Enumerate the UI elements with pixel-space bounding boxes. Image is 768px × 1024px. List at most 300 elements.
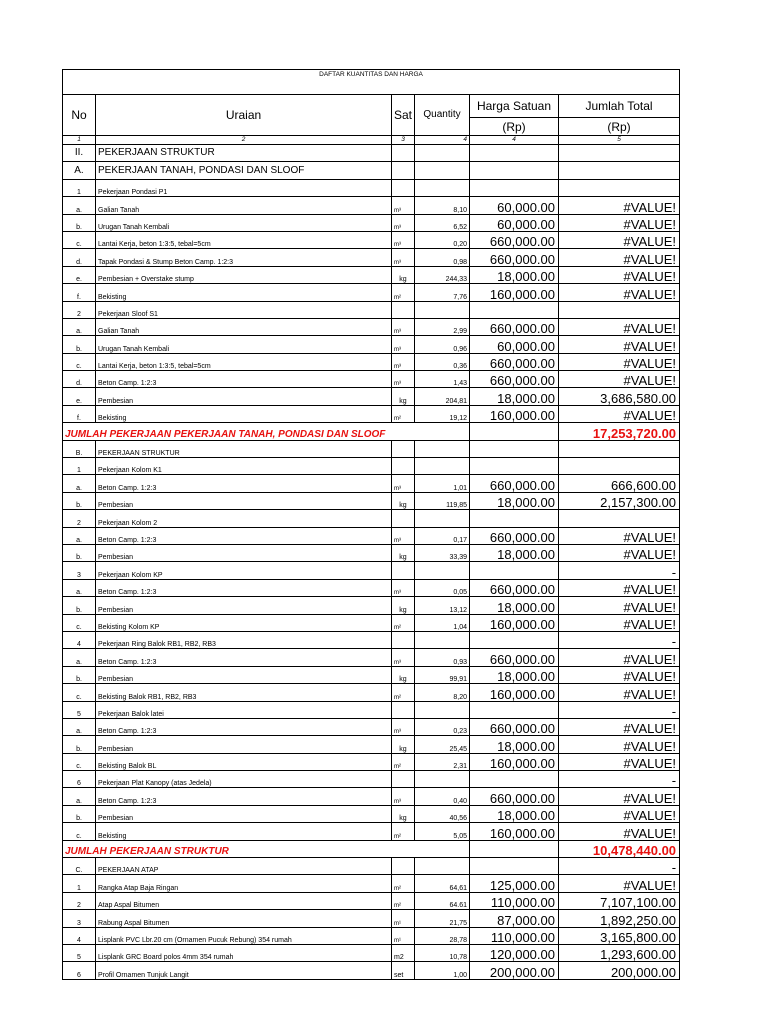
total-cell: #VALUE! (559, 649, 680, 666)
unit-cell: m³ (392, 318, 415, 335)
row-description: Pembesian (96, 544, 392, 561)
row-number: a. (63, 197, 96, 214)
total-cell: #VALUE! (559, 266, 680, 283)
sheet-title: DAFTAR KUANTITAS DAN HARGA (63, 70, 680, 95)
total-cell: #VALUE! (559, 718, 680, 735)
item-row (63, 875, 680, 892)
item-row (63, 684, 680, 701)
boq-sheet (62, 69, 679, 980)
item-row (63, 284, 680, 301)
quantity-cell: 0,36 (415, 353, 470, 370)
total-cell: #VALUE! (559, 214, 680, 231)
row-description: Pembesian (96, 597, 392, 614)
quantity-cell (415, 458, 470, 475)
unit-cell: kg (392, 736, 415, 753)
header-jumlah-unit: (Rp) (559, 118, 680, 136)
quantity-cell: 244,33 (415, 266, 470, 283)
unit-cell: m³ (392, 353, 415, 370)
row-number: b. (63, 736, 96, 753)
price-cell: 18,000.00 (470, 544, 559, 561)
row-description: Urugan Tanah Kembali (96, 214, 392, 231)
unit-cell: m³ (392, 197, 415, 214)
price-cell: 60,000.00 (470, 197, 559, 214)
row-number: c. (63, 231, 96, 248)
row-description: Beton Camp. 1:2:3 (96, 371, 392, 388)
row-description: Bekisting (96, 284, 392, 301)
row-number: c. (63, 614, 96, 631)
quantity-cell: 0,96 (415, 336, 470, 353)
price-cell: 660,000.00 (470, 579, 559, 596)
row-description: Pembesian (96, 388, 392, 405)
unit-cell (392, 145, 415, 162)
total-cell: #VALUE! (559, 336, 680, 353)
item-row (63, 388, 680, 405)
row-description: Atap Aspal Bitumen (96, 892, 392, 909)
quantity-cell: 1,00 (415, 962, 470, 979)
price-cell: 160,000.00 (470, 753, 559, 770)
price-cell: 660,000.00 (470, 527, 559, 544)
row-description: Bekisting Balok RB1, RB2, RB3 (96, 684, 392, 701)
unit-cell (392, 701, 415, 718)
total-cell: - (559, 771, 680, 788)
subtotal-label: JUMLAH PEKERJAAN STRUKTUR (63, 840, 470, 857)
price-cell (470, 440, 559, 457)
row-number: C. (63, 858, 96, 875)
row-number: a. (63, 649, 96, 666)
price-cell: 660,000.00 (470, 649, 559, 666)
subtotal-value: 17,253,720.00 (559, 423, 680, 440)
price-cell: 660,000.00 (470, 318, 559, 335)
total-cell: - (559, 858, 680, 875)
quantity-cell (415, 510, 470, 527)
header-quantity: Quantity (415, 95, 470, 136)
quantity-cell: 2,99 (415, 318, 470, 335)
item-row (63, 492, 680, 509)
unit-cell: m² (392, 753, 415, 770)
unit-cell: m³ (392, 579, 415, 596)
quantity-cell: 10,78 (415, 944, 470, 961)
row-description: Rabung Aspal Bitumen (96, 910, 392, 927)
item-row (63, 944, 680, 961)
unit-cell (392, 301, 415, 318)
item-row (63, 371, 680, 388)
unit-cell (392, 179, 415, 196)
header-uraian: Uraian (96, 95, 392, 136)
col-index: 3 (392, 136, 415, 145)
unit-cell: kg (392, 388, 415, 405)
row-description: Pembesian (96, 492, 392, 509)
row-number: b. (63, 492, 96, 509)
row-description: Rangka Atap Baja Ringan (96, 875, 392, 892)
unit-cell: kg (392, 597, 415, 614)
row-number: 2 (63, 510, 96, 527)
unit-cell: set (392, 962, 415, 979)
quantity-cell (415, 858, 470, 875)
price-cell: 660,000.00 (470, 475, 559, 492)
total-cell: 1,293,600.00 (559, 944, 680, 961)
price-cell: 160,000.00 (470, 614, 559, 631)
header-row-1 (63, 95, 680, 118)
col-index: 2 (96, 136, 392, 145)
price-cell: 160,000.00 (470, 284, 559, 301)
price-cell (470, 840, 559, 857)
row-description: Beton Camp. 1:2:3 (96, 579, 392, 596)
total-cell: #VALUE! (559, 284, 680, 301)
row-description: Beton Camp. 1:2:3 (96, 788, 392, 805)
price-cell (470, 771, 559, 788)
row-description: Pekerjaan Kolom K1 (96, 458, 392, 475)
row-description: Pembesian (96, 736, 392, 753)
unit-cell: kg (392, 666, 415, 683)
group-row (63, 701, 680, 718)
price-cell: 18,000.00 (470, 736, 559, 753)
unit-cell (392, 458, 415, 475)
total-cell: #VALUE! (559, 353, 680, 370)
row-number: B. (63, 440, 96, 457)
quantity-cell: 99,91 (415, 666, 470, 683)
price-cell (470, 162, 559, 179)
total-cell: #VALUE! (559, 249, 680, 266)
row-number: a. (63, 579, 96, 596)
row-description: Lisplank GRC Board polos 4mm 354 rumah (96, 944, 392, 961)
quantity-cell: 6,52 (415, 214, 470, 231)
row-description: Beton Camp. 1:2:3 (96, 475, 392, 492)
price-cell (470, 510, 559, 527)
col-index: 4 (470, 136, 559, 145)
quantity-cell: 204,81 (415, 388, 470, 405)
quantity-cell (415, 179, 470, 196)
item-row (63, 405, 680, 422)
total-cell (559, 510, 680, 527)
row-description: Pekerjaan Ring Balok RB1, RB2, RB3 (96, 631, 392, 648)
row-description: Pembesian (96, 805, 392, 822)
quantity-cell (415, 562, 470, 579)
price-cell: 160,000.00 (470, 684, 559, 701)
item-row (63, 962, 680, 979)
row-description: PEKERJAAN TANAH, PONDASI DAN SLOOF (96, 162, 392, 179)
total-cell: #VALUE! (559, 544, 680, 561)
row-description: Bekisting Kolom KP (96, 614, 392, 631)
row-description: Bekisting (96, 823, 392, 840)
unit-cell: m³ (392, 527, 415, 544)
price-cell: 60,000.00 (470, 214, 559, 231)
quantity-cell: 0,20 (415, 231, 470, 248)
total-cell: #VALUE! (559, 405, 680, 422)
header-sat: Sat (392, 95, 415, 136)
row-description: Pekerjaan Sloof S1 (96, 301, 392, 318)
item-row (63, 353, 680, 370)
price-cell: 18,000.00 (470, 805, 559, 822)
group-row (63, 458, 680, 475)
total-cell: #VALUE! (559, 666, 680, 683)
total-cell: #VALUE! (559, 318, 680, 335)
row-number: 4 (63, 631, 96, 648)
quantity-cell: 0,98 (415, 249, 470, 266)
group-row (63, 631, 680, 648)
quantity-cell: 0,40 (415, 788, 470, 805)
row-number: e. (63, 388, 96, 405)
row-number: a. (63, 318, 96, 335)
row-number: 2 (63, 892, 96, 909)
subtotal-row (63, 840, 680, 857)
total-cell: #VALUE! (559, 805, 680, 822)
total-cell: #VALUE! (559, 371, 680, 388)
price-cell (470, 631, 559, 648)
item-row (63, 527, 680, 544)
row-number: II. (63, 145, 96, 162)
group-row (63, 179, 680, 196)
row-number: c. (63, 823, 96, 840)
group-row (63, 510, 680, 527)
quantity-cell: 0,05 (415, 579, 470, 596)
row-description: Lantai Kerja, beton 1:3:5, tebal=5cm (96, 353, 392, 370)
total-cell: #VALUE! (559, 788, 680, 805)
total-cell: #VALUE! (559, 527, 680, 544)
group-row (63, 858, 680, 875)
total-cell: #VALUE! (559, 231, 680, 248)
item-row (63, 892, 680, 909)
total-cell: #VALUE! (559, 736, 680, 753)
row-description: Beton Camp. 1:2:3 (96, 718, 392, 735)
row-number: b. (63, 336, 96, 353)
total-cell (559, 145, 680, 162)
row-number: b. (63, 597, 96, 614)
total-cell (559, 301, 680, 318)
quantity-cell: 8,10 (415, 197, 470, 214)
row-number: a. (63, 718, 96, 735)
unit-cell: m³ (392, 249, 415, 266)
total-cell (559, 458, 680, 475)
subtotal-value: 10,478,440.00 (559, 840, 680, 857)
quantity-cell (415, 701, 470, 718)
price-cell: 660,000.00 (470, 231, 559, 248)
total-cell: - (559, 562, 680, 579)
row-description: Pekerjaan Balok latei (96, 701, 392, 718)
row-number: 5 (63, 944, 96, 961)
price-cell: 660,000.00 (470, 353, 559, 370)
row-description: Beton Camp. 1:2:3 (96, 649, 392, 666)
quantity-cell: 33,39 (415, 544, 470, 561)
row-number: b. (63, 544, 96, 561)
quantity-cell: 28,78 (415, 927, 470, 944)
price-cell: 660,000.00 (470, 718, 559, 735)
price-cell: 87,000.00 (470, 910, 559, 927)
row-number: d. (63, 371, 96, 388)
price-cell: 18,000.00 (470, 492, 559, 509)
quantity-cell: 1,04 (415, 614, 470, 631)
row-number: 5 (63, 701, 96, 718)
unit-cell: m¹ (392, 910, 415, 927)
unit-cell: m¹ (392, 927, 415, 944)
section-row (63, 162, 680, 179)
quantity-cell: 1,01 (415, 475, 470, 492)
column-index-row (63, 136, 680, 145)
row-description: Pembesian (96, 666, 392, 683)
row-number: 3 (63, 562, 96, 579)
row-number: 2 (63, 301, 96, 318)
quantity-cell: 21,75 (415, 910, 470, 927)
section-row (63, 145, 680, 162)
group-row (63, 771, 680, 788)
item-row (63, 718, 680, 735)
price-cell: 125,000.00 (470, 875, 559, 892)
row-description: Lantai Kerja, beton 1:3:5, tebal=5cm (96, 231, 392, 248)
total-cell: #VALUE! (559, 614, 680, 631)
item-row (63, 318, 680, 335)
quantity-cell: 5,05 (415, 823, 470, 840)
group-row (63, 562, 680, 579)
total-cell (559, 162, 680, 179)
quantity-cell (415, 440, 470, 457)
unit-cell: m³ (392, 475, 415, 492)
unit-cell: kg (392, 544, 415, 561)
unit-cell: m³ (392, 649, 415, 666)
total-cell: #VALUE! (559, 753, 680, 770)
price-cell: 120,000.00 (470, 944, 559, 961)
total-cell: #VALUE! (559, 684, 680, 701)
row-number: b. (63, 805, 96, 822)
row-number: 4 (63, 927, 96, 944)
price-cell: 18,000.00 (470, 266, 559, 283)
unit-cell: kg (392, 492, 415, 509)
item-row (63, 614, 680, 631)
subtotal-row (63, 423, 680, 440)
row-number: e. (63, 266, 96, 283)
total-cell: 2,157,300.00 (559, 492, 680, 509)
price-cell (470, 145, 559, 162)
item-row (63, 231, 680, 248)
item-row (63, 249, 680, 266)
header-no: No (63, 95, 96, 136)
quantity-cell: 64,61 (415, 875, 470, 892)
row-number: f. (63, 284, 96, 301)
price-cell (470, 562, 559, 579)
unit-cell: m² (392, 684, 415, 701)
quantity-cell: 119,85 (415, 492, 470, 509)
unit-cell: m³ (392, 214, 415, 231)
boq-table (62, 69, 680, 980)
total-cell: 666,600.00 (559, 475, 680, 492)
unit-cell (392, 631, 415, 648)
price-cell: 200,000.00 (470, 962, 559, 979)
item-row (63, 736, 680, 753)
row-description: Pekerjaan Kolom KP (96, 562, 392, 579)
row-description: Galian Tanah (96, 197, 392, 214)
row-number: b. (63, 214, 96, 231)
subtotal-label: JUMLAH PEKERJAAN PEKERJAAN TANAH, PONDASI DAN SLOOF (63, 423, 470, 440)
row-number: a. (63, 788, 96, 805)
price-cell: 660,000.00 (470, 788, 559, 805)
row-description: Profil Ornamen Tunjuk Langit (96, 962, 392, 979)
unit-cell: m² (392, 405, 415, 422)
price-cell: 110,000.00 (470, 927, 559, 944)
item-row (63, 805, 680, 822)
item-row (63, 927, 680, 944)
row-description: PEKERJAAN STRUKTUR (96, 440, 392, 457)
price-cell (470, 458, 559, 475)
total-cell: 3,165,800.00 (559, 927, 680, 944)
row-description: Lisplank PVC Lbr.20 cm (Ornamen Pucuk Rebung) 354 rumah (96, 927, 392, 944)
price-cell (470, 423, 559, 440)
quantity-cell: 40,56 (415, 805, 470, 822)
col-index: 4 (415, 136, 470, 145)
quantity-cell: 64.61 (415, 892, 470, 909)
row-number: 1 (63, 875, 96, 892)
row-description: Beton Camp. 1:2:3 (96, 527, 392, 544)
row-description: PEKERJAAN ATAP (96, 858, 392, 875)
item-row (63, 823, 680, 840)
quantity-cell: 0,93 (415, 649, 470, 666)
total-cell: 1,892,250.00 (559, 910, 680, 927)
quantity-cell (415, 162, 470, 179)
total-cell (559, 440, 680, 457)
unit-cell (392, 562, 415, 579)
row-number: 6 (63, 962, 96, 979)
quantity-cell (415, 631, 470, 648)
total-cell: 3,686,580.00 (559, 388, 680, 405)
header-jumlah: Jumlah Total (559, 95, 680, 118)
group-row (63, 440, 680, 457)
item-row (63, 579, 680, 596)
total-cell: - (559, 701, 680, 718)
quantity-cell (415, 301, 470, 318)
price-cell: 160,000.00 (470, 405, 559, 422)
quantity-cell: 19,12 (415, 405, 470, 422)
item-row (63, 197, 680, 214)
row-description: PEKERJAAN STRUKTUR (96, 145, 392, 162)
row-description: Pekerjaan Kolom 2 (96, 510, 392, 527)
price-cell (470, 179, 559, 196)
total-cell: #VALUE! (559, 197, 680, 214)
price-cell: 160,000.00 (470, 823, 559, 840)
row-number: 6 (63, 771, 96, 788)
group-row (63, 301, 680, 318)
quantity-cell: 2,31 (415, 753, 470, 770)
unit-cell: m² (392, 892, 415, 909)
item-row (63, 266, 680, 283)
unit-cell (392, 771, 415, 788)
unit-cell (392, 440, 415, 457)
row-number: c. (63, 684, 96, 701)
item-row (63, 753, 680, 770)
item-row (63, 336, 680, 353)
item-row (63, 910, 680, 927)
total-cell: 200,000.00 (559, 962, 680, 979)
price-cell: 18,000.00 (470, 597, 559, 614)
total-cell: #VALUE! (559, 875, 680, 892)
total-cell (559, 179, 680, 196)
row-number: A. (63, 162, 96, 179)
unit-cell: m² (392, 823, 415, 840)
col-index: 1 (63, 136, 96, 145)
quantity-cell: 7,76 (415, 284, 470, 301)
row-number: 3 (63, 910, 96, 927)
unit-cell: m² (392, 614, 415, 631)
row-number: 1 (63, 179, 96, 196)
header-harga: Harga Satuan (470, 95, 559, 118)
unit-cell: m³ (392, 718, 415, 735)
row-description: Pekerjaan Plat Kanopy (atas Jedela) (96, 771, 392, 788)
quantity-cell: 0,17 (415, 527, 470, 544)
unit-cell: m³ (392, 336, 415, 353)
title-row (63, 70, 680, 95)
header-harga-unit: (Rp) (470, 118, 559, 136)
total-cell: 7,107,100.00 (559, 892, 680, 909)
quantity-cell: 0,23 (415, 718, 470, 735)
row-description: Urugan Tanah Kembali (96, 336, 392, 353)
total-cell: #VALUE! (559, 597, 680, 614)
price-cell: 660,000.00 (470, 371, 559, 388)
